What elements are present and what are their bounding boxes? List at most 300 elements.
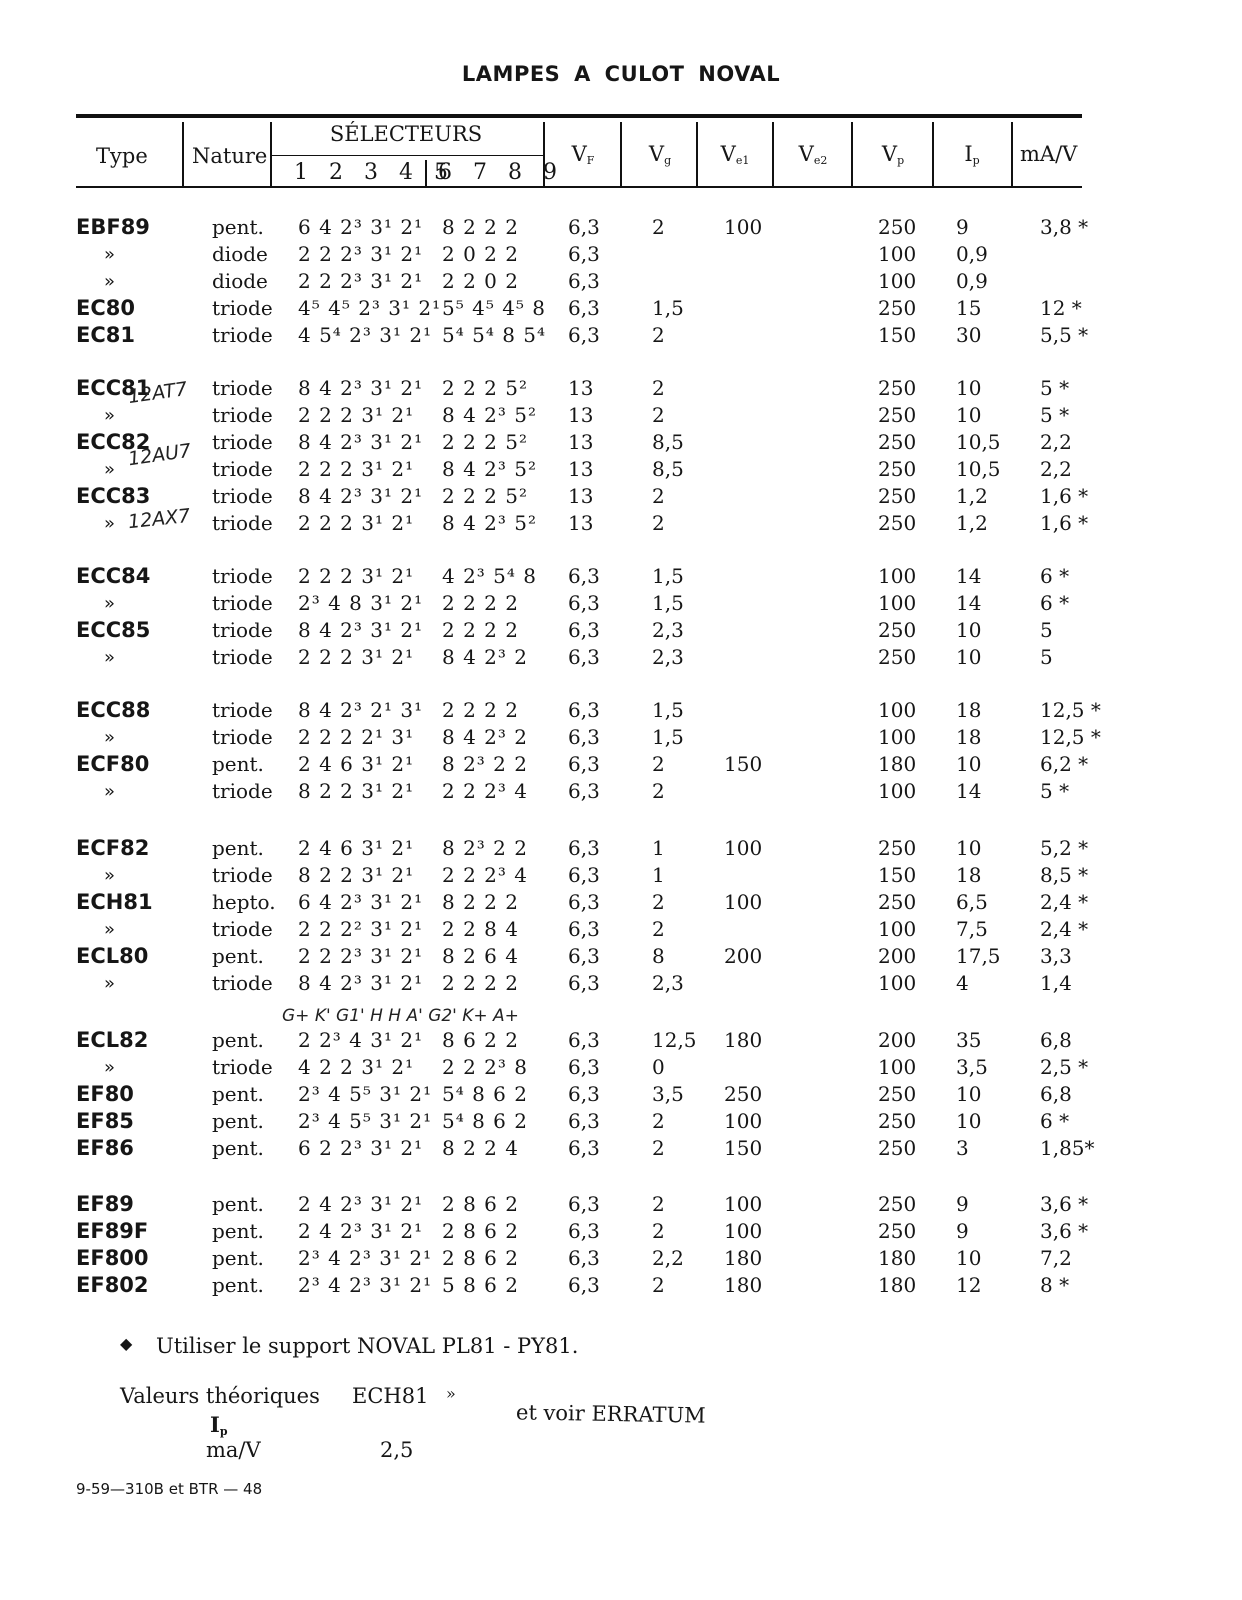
cell-vp: 250 (878, 430, 917, 454)
table-row (0, 1135, 1242, 1162)
cell-ma: 1,85* (1040, 1136, 1095, 1160)
cell-type: » (104, 271, 116, 292)
cell-sel1: 2³ 4 5⁵ 3¹ 2¹ (298, 1082, 433, 1106)
table-row (0, 1272, 1242, 1299)
table-row (0, 268, 1242, 295)
cell-vg: 1 (652, 863, 665, 887)
cell-sel1: 2 4 2³ 3¹ 2¹ (298, 1192, 424, 1216)
cell-sel2: 2 2 2³ 4 (442, 779, 528, 803)
cell-type: EF89F (76, 1219, 149, 1243)
cell-vf: 13 (568, 484, 594, 508)
cell-type: ECC81 (76, 376, 151, 400)
table-row (0, 778, 1242, 805)
table-row (0, 590, 1242, 617)
table-row (0, 697, 1242, 724)
cell-nature: pent. (212, 1082, 264, 1106)
cell-ma: 6,8 (1040, 1028, 1072, 1052)
cell-type: » (104, 1057, 116, 1078)
col-header-vp: $V_p$ (881, 142, 905, 167)
cell-type: EF86 (76, 1136, 134, 1160)
col-header-vg: $V_g$ (648, 142, 672, 167)
cell-nature: pent. (212, 752, 264, 776)
cell-vf: 6,3 (568, 215, 600, 239)
cell-sel2: 8 4 2³ 2 (442, 725, 528, 749)
cell-vg: 2 (652, 779, 665, 803)
cell-ma: 12,5 * (1040, 725, 1101, 749)
table-row (0, 563, 1242, 590)
table-row (0, 617, 1242, 644)
cell-ve1: 100 (724, 836, 763, 860)
cell-type: ECF80 (76, 752, 150, 776)
cell-sel1: 2 2 2 3¹ 2¹ (298, 403, 415, 427)
cell-vp: 250 (878, 1192, 917, 1216)
cell-type: ECF82 (76, 836, 150, 860)
cell-ma: 6 * (1040, 591, 1070, 615)
cell-vg: 8,5 (652, 430, 684, 454)
cell-sel1: 8 4 2³ 3¹ 2¹ (298, 430, 424, 454)
cell-vg: 8 (652, 944, 665, 968)
cell-ve1: 100 (724, 890, 763, 914)
cell-vf: 6,3 (568, 1082, 600, 1106)
cell-ma: 5 (1040, 618, 1053, 642)
cell-ip: 10 (956, 1082, 982, 1106)
cell-vp: 100 (878, 779, 917, 803)
cell-nature: pent. (212, 215, 264, 239)
cell-vp: 250 (878, 1136, 917, 1160)
cell-vp: 100 (878, 1055, 917, 1079)
cell-ip: 9 (956, 1219, 969, 1243)
cell-vf: 6,3 (568, 917, 600, 941)
cell-ip: 10 (956, 836, 982, 860)
cell-ip: 18 (956, 698, 982, 722)
cell-sel1: 2 4 6 3¹ 2¹ (298, 752, 415, 776)
cell-vp: 250 (878, 645, 917, 669)
cell-sel2: 2 8 6 2 (442, 1192, 519, 1216)
cell-vp: 250 (878, 836, 917, 860)
cell-sel2: 2 8 6 2 (442, 1219, 519, 1243)
cell-sel2: 2 2 2 2 (442, 591, 519, 615)
cell-vf: 6,3 (568, 1273, 600, 1297)
cell-type: EC80 (76, 296, 135, 320)
handwritten-ecl82-pins: G+ K' G1' H H A' G2' K+ A+ (282, 1006, 519, 1026)
cell-type: » (104, 593, 116, 614)
cell-ip: 35 (956, 1028, 982, 1052)
cell-sel2: 8 4 2³ 5² (442, 511, 538, 535)
cell-sel2: 8 2 2 2 (442, 890, 519, 914)
cell-ip: 12 (956, 1273, 982, 1297)
cell-sel1: 4⁵ 4⁵ 2³ 3¹ 2¹ (298, 296, 442, 320)
cell-ip: 0,9 (956, 269, 988, 293)
cell-ve1: 100 (724, 1192, 763, 1216)
cell-type: » (104, 727, 116, 748)
cell-sel1: 2 4 6 3¹ 2¹ (298, 836, 415, 860)
cell-vf: 6,3 (568, 752, 600, 776)
cell-vf: 6,3 (568, 1219, 600, 1243)
cell-vf: 6,3 (568, 1109, 600, 1133)
cell-ip: 17,5 (956, 944, 1001, 968)
cell-vg: 2 (652, 1273, 665, 1297)
cell-ma: 3,6 * (1040, 1192, 1089, 1216)
cell-ip: 14 (956, 779, 982, 803)
cell-nature: hepto. (212, 890, 276, 914)
cell-sel1: 8 4 2³ 2¹ 3¹ (298, 698, 424, 722)
cell-type: » (104, 865, 116, 886)
cell-sel1: 6 4 2³ 3¹ 2¹ (298, 890, 424, 914)
cell-ve1: 150 (724, 752, 763, 776)
col-header-type: Type (96, 144, 148, 168)
cell-ma: 5 * (1040, 376, 1070, 400)
cell-vg: 2,3 (652, 618, 684, 642)
cell-nature: triode (212, 971, 273, 995)
cell-vg: 1,5 (652, 698, 684, 722)
cell-vp: 250 (878, 1219, 917, 1243)
cell-sel1: 2 2 2 3¹ 2¹ (298, 511, 415, 535)
cell-ip: 10 (956, 1246, 982, 1270)
cell-ip: 10,5 (956, 430, 1001, 454)
cell-vp: 150 (878, 323, 917, 347)
cell-type: » (104, 513, 116, 534)
cell-sel1: 8 4 2³ 3¹ 2¹ (298, 971, 424, 995)
cell-ip: 14 (956, 564, 982, 588)
cell-vp: 100 (878, 917, 917, 941)
cell-ip: 0,9 (956, 242, 988, 266)
cell-type: ECC83 (76, 484, 151, 508)
cell-nature: triode (212, 430, 273, 454)
cell-ma: 2,2 (1040, 457, 1072, 481)
cell-type: EC81 (76, 323, 135, 347)
cell-nature: triode (212, 457, 273, 481)
table-row (0, 1218, 1242, 1245)
cell-nature: pent. (212, 1246, 264, 1270)
cell-sel1: 2 4 2³ 3¹ 2¹ (298, 1219, 424, 1243)
cell-type: » (104, 781, 116, 802)
cell-sel2: 2 2 2 5² (442, 430, 528, 454)
cell-sel2: 8 2³ 2 2 (442, 752, 528, 776)
cell-type: ECC84 (76, 564, 151, 588)
cell-type: EF802 (76, 1273, 149, 1297)
cell-ve1: 180 (724, 1246, 763, 1270)
table-row (0, 724, 1242, 751)
cell-ip: 14 (956, 591, 982, 615)
cell-vp: 100 (878, 564, 917, 588)
table-row (0, 322, 1242, 349)
cell-nature: diode (212, 242, 268, 266)
cell-vg: 3,5 (652, 1082, 684, 1106)
cell-vp: 250 (878, 890, 917, 914)
cell-vg: 2 (652, 1192, 665, 1216)
cell-vf: 6,3 (568, 944, 600, 968)
cell-sel1: 2 2 2 3¹ 2¹ (298, 645, 415, 669)
cell-ip: 10 (956, 376, 982, 400)
cell-type: » (104, 244, 116, 265)
cell-ma: 1,6 * (1040, 511, 1089, 535)
cell-vg: 2 (652, 323, 665, 347)
cell-vf: 6,3 (568, 698, 600, 722)
cell-type: ECH81 (76, 890, 153, 914)
cell-sel1: 4 5⁴ 2³ 3¹ 2¹ (298, 323, 433, 347)
cell-vp: 100 (878, 725, 917, 749)
cell-nature: triode (212, 591, 273, 615)
cell-vf: 13 (568, 430, 594, 454)
note-value: 2,5 (380, 1438, 414, 1462)
table-row (0, 214, 1242, 241)
cell-type: EF80 (76, 1082, 134, 1106)
cell-vf: 6,3 (568, 564, 600, 588)
cell-ip: 9 (956, 1192, 969, 1216)
cell-type: ECL80 (76, 944, 149, 968)
cell-nature: pent. (212, 1192, 264, 1216)
table-row (0, 862, 1242, 889)
cell-vf: 6,3 (568, 1246, 600, 1270)
cell-ip: 10 (956, 645, 982, 669)
cell-type: » (104, 647, 116, 668)
cell-nature: triode (212, 484, 273, 508)
cell-vf: 6,3 (568, 1136, 600, 1160)
cell-sel1: 8 2 2 3¹ 2¹ (298, 779, 415, 803)
table-row (0, 1245, 1242, 1272)
cell-ma: 1,6 * (1040, 484, 1089, 508)
cell-vp: 250 (878, 403, 917, 427)
cell-nature: triode (212, 725, 273, 749)
cell-vf: 6,3 (568, 971, 600, 995)
table-row (0, 751, 1242, 778)
note-mav: ma/V (206, 1438, 261, 1462)
cell-sel1: 2 2 2 3¹ 2¹ (298, 564, 415, 588)
cell-ip: 6,5 (956, 890, 988, 914)
cell-vp: 100 (878, 591, 917, 615)
cell-nature: triode (212, 698, 273, 722)
cell-ve1: 100 (724, 1109, 763, 1133)
cell-ip: 18 (956, 725, 982, 749)
cell-vg: 2 (652, 1109, 665, 1133)
cell-sel2: 8 4 2³ 5² (442, 403, 538, 427)
cell-vf: 6,3 (568, 890, 600, 914)
cell-vg: 2 (652, 917, 665, 941)
cell-ve1: 250 (724, 1082, 763, 1106)
cell-ma: 5 (1040, 645, 1053, 669)
cell-sel2: 5⁴ 8 6 2 (442, 1109, 528, 1133)
cell-nature: triode (212, 645, 273, 669)
cell-vp: 100 (878, 971, 917, 995)
cell-ip: 10,5 (956, 457, 1001, 481)
cell-sel1: 6 2 2³ 3¹ 2¹ (298, 1136, 424, 1160)
cell-ma: 5 * (1040, 403, 1070, 427)
cell-ip: 30 (956, 323, 982, 347)
cell-ip: 9 (956, 215, 969, 239)
cell-vp: 250 (878, 376, 917, 400)
cell-vf: 6,3 (568, 645, 600, 669)
cell-type: ECC88 (76, 698, 151, 722)
cell-vg: 1,5 (652, 296, 684, 320)
cell-ma: 8 * (1040, 1273, 1070, 1297)
cell-nature: pent. (212, 1219, 264, 1243)
cell-ve1: 200 (724, 944, 763, 968)
table-row (0, 295, 1242, 322)
cell-vg: 1,5 (652, 725, 684, 749)
cell-ma: 6,2 * (1040, 752, 1089, 776)
table-row (0, 970, 1242, 997)
cell-vg: 2 (652, 1219, 665, 1243)
cell-sel2: 2 2 2 5² (442, 484, 528, 508)
cell-ma: 12 * (1040, 296, 1082, 320)
cell-nature: pent. (212, 1109, 264, 1133)
cell-vg: 2 (652, 752, 665, 776)
cell-ip: 10 (956, 618, 982, 642)
cell-sel2: 5⁴ 5⁴ 8 5⁴ (442, 323, 547, 347)
cell-ma: 12,5 * (1040, 698, 1101, 722)
cell-ip: 1,2 (956, 484, 988, 508)
cell-vg: 0 (652, 1055, 665, 1079)
cell-ip: 3 (956, 1136, 969, 1160)
cell-nature: triode (212, 511, 273, 535)
cell-vf: 6,3 (568, 618, 600, 642)
cell-nature: diode (212, 269, 268, 293)
cell-ma: 6 * (1040, 564, 1070, 588)
cell-sel2: 8 4 2³ 2 (442, 645, 528, 669)
cell-sel2: 2 2 2³ 8 (442, 1055, 528, 1079)
cell-vp: 150 (878, 863, 917, 887)
cell-type: ECC82 (76, 430, 151, 454)
cell-vp: 250 (878, 618, 917, 642)
cell-type: » (104, 919, 116, 940)
cell-sel2: 8 2 6 4 (442, 944, 519, 968)
table-row (0, 1108, 1242, 1135)
col-header-ip: $I_p$ (964, 142, 980, 167)
cell-sel1: 8 4 2³ 3¹ 2¹ (298, 484, 424, 508)
cell-type: ECC85 (76, 618, 151, 642)
table-row (0, 889, 1242, 916)
cell-ma: 8,5 * (1040, 863, 1089, 887)
cell-ve1: 180 (724, 1028, 763, 1052)
cell-sel1: 4 2 2 3¹ 2¹ (298, 1055, 415, 1079)
note-guillemet: » (446, 1384, 456, 1403)
col-header-mav: mA/V (1020, 142, 1078, 166)
cell-sel1: 2³ 4 2³ 3¹ 2¹ (298, 1246, 433, 1270)
table-row (0, 241, 1242, 268)
cell-ip: 3,5 (956, 1055, 988, 1079)
cell-sel1: 2 2 2³ 3¹ 2¹ (298, 944, 424, 968)
cell-ma: 6,8 (1040, 1082, 1072, 1106)
cell-ma: 6 * (1040, 1109, 1070, 1133)
handwritten-ecc83: 12AX7 (127, 504, 192, 534)
col-header-ve1: $V_{e1}$ (720, 142, 750, 167)
col-header-ve2: $V_{e2}$ (798, 142, 828, 167)
cell-sel2: 2 2 2 2 (442, 618, 519, 642)
cell-vg: 8,5 (652, 457, 684, 481)
col-header-selecteurs: SÉLECTEURS (329, 122, 483, 146)
cell-vg: 2 (652, 890, 665, 914)
handwritten-ecc81: 12AT7 (126, 377, 189, 409)
cell-sel2: 8 2 2 2 (442, 215, 519, 239)
cell-vp: 200 (878, 944, 917, 968)
cell-sel2: 8 2 2 4 (442, 1136, 519, 1160)
cell-vg: 1,5 (652, 564, 684, 588)
cell-sel2: 2 2 2 2 (442, 971, 519, 995)
cell-vf: 6,3 (568, 779, 600, 803)
cell-nature: triode (212, 863, 273, 887)
handwritten-ecc82: 12AU7 (126, 439, 193, 471)
note-ech81: ECH81 (352, 1384, 429, 1408)
cell-sel2: 2 2 2³ 4 (442, 863, 528, 887)
cell-sel2: 8 2³ 2 2 (442, 836, 528, 860)
cell-ma: 2,2 (1040, 430, 1072, 454)
cell-vf: 6,3 (568, 725, 600, 749)
cell-sel1: 2³ 4 2³ 3¹ 2¹ (298, 1273, 433, 1297)
col-header-sel-a: 1 2 3 4 5 (294, 160, 455, 185)
cell-sel1: 6 4 2³ 3¹ 2¹ (298, 215, 424, 239)
cell-ma: 1,4 (1040, 971, 1072, 995)
cell-type: » (104, 973, 116, 994)
col-header-nature: Nature (192, 144, 268, 168)
cell-ip: 10 (956, 1109, 982, 1133)
cell-vg: 2 (652, 484, 665, 508)
note-ip: $I_p$ (210, 1412, 228, 1438)
cell-vg: 2,3 (652, 971, 684, 995)
cell-vf: 6,3 (568, 1055, 600, 1079)
table-row (0, 1191, 1242, 1218)
note-erratum: et voir ERRATUM (515, 1400, 706, 1428)
table-row (0, 1054, 1242, 1081)
cell-vf: 6,3 (568, 296, 600, 320)
cell-vp: 200 (878, 1028, 917, 1052)
col-header-vf: $V_F$ (571, 142, 595, 167)
cell-vp: 250 (878, 511, 917, 535)
cell-type: EF85 (76, 1109, 134, 1133)
cell-nature: triode (212, 618, 273, 642)
cell-sel1: 2 2³ 4 3¹ 2¹ (298, 1028, 424, 1052)
cell-vf: 6,3 (568, 591, 600, 615)
cell-ma: 3,8 * (1040, 215, 1089, 239)
cell-type: EBF89 (76, 215, 150, 239)
col-header-sel-b: 6 7 8 9 (438, 160, 564, 185)
cell-ip: 10 (956, 403, 982, 427)
cell-nature: triode (212, 296, 273, 320)
cell-ip: 7,5 (956, 917, 988, 941)
cell-ve1: 100 (724, 1219, 763, 1243)
cell-sel2: 2 0 2 2 (442, 242, 519, 266)
cell-ma: 5,5 * (1040, 323, 1089, 347)
cell-vf: 13 (568, 457, 594, 481)
cell-ip: 18 (956, 863, 982, 887)
cell-type: » (104, 459, 116, 480)
cell-vf: 6,3 (568, 1028, 600, 1052)
cell-vg: 2,3 (652, 645, 684, 669)
cell-ma: 5 * (1040, 779, 1070, 803)
cell-vf: 6,3 (568, 323, 600, 347)
cell-vg: 1 (652, 836, 665, 860)
cell-sel1: 8 2 2 3¹ 2¹ (298, 863, 415, 887)
cell-nature: triode (212, 323, 273, 347)
cell-ip: 10 (956, 752, 982, 776)
cell-vg: 1,5 (652, 591, 684, 615)
cell-vf: 6,3 (568, 836, 600, 860)
note-support: Utiliser le support NOVAL PL81 - PY81. (156, 1334, 579, 1358)
cell-nature: pent. (212, 1273, 264, 1297)
cell-nature: pent. (212, 1136, 264, 1160)
cell-vg: 2 (652, 511, 665, 535)
cell-sel2: 2 2 0 2 (442, 269, 519, 293)
table-row (0, 916, 1242, 943)
cell-sel1: 2 2 2 2¹ 3¹ (298, 725, 415, 749)
page-footer: 9-59—310B et BTR — 48 (76, 1480, 263, 1498)
page-title: LAMPES A CULOT NOVAL (461, 62, 781, 86)
cell-sel2: 5 8 6 2 (442, 1273, 519, 1297)
cell-ve1: 150 (724, 1136, 763, 1160)
cell-nature: pent. (212, 836, 264, 860)
cell-vp: 100 (878, 698, 917, 722)
cell-vf: 6,3 (568, 269, 600, 293)
cell-nature: triode (212, 779, 273, 803)
